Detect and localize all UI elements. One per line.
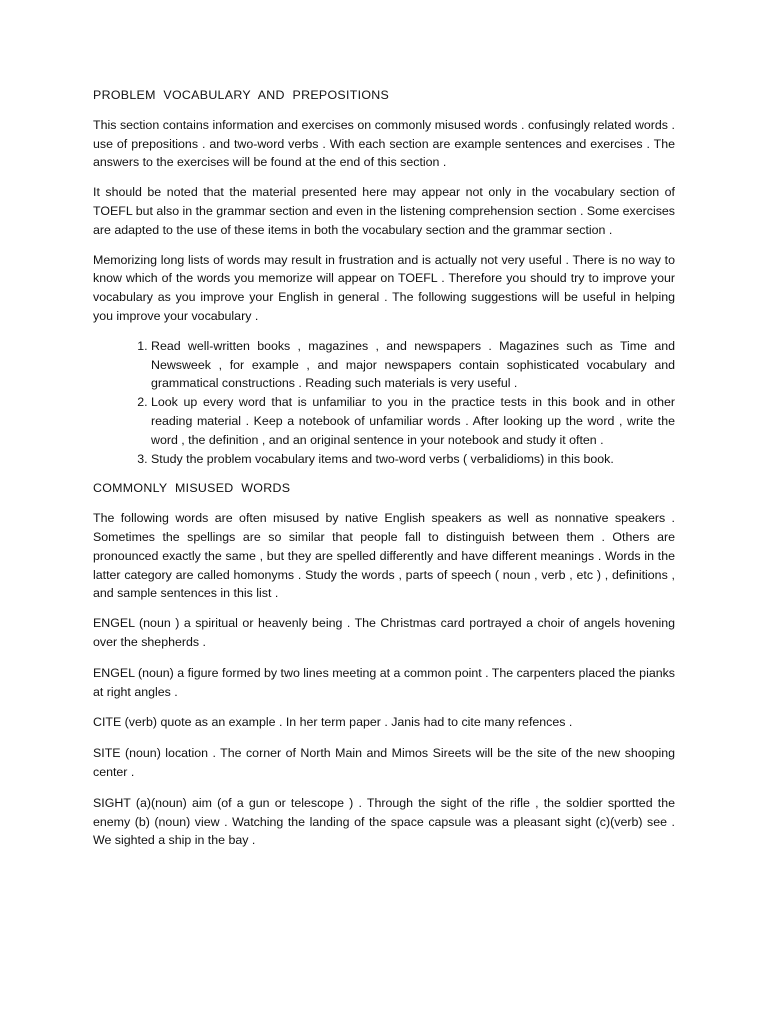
word-entry: ENGEL (noun) a figure formed by two lines meeting at a common point . The carpenters placed the pianks at right angles . xyxy=(93,665,675,699)
word-entry: ENGEL (noun ) a spiritual or heavenly being . The Christmas card portrayed a choir of angels hovening over the shepherds . xyxy=(93,616,675,649)
misused-intro-paragraph: The following words are often misused by native English speakers as well as nonnative speakers . Sometimes the spellings are so similar that people fall to distinguish between them . Others are pronounced exactly the same , but they are spelled differently and have different meanings . Words in the latter category are called homonyms . Study the words , parts of speech ( noun , verb , etc ) , definitions , and sample sentences in this list . xyxy=(93,511,675,601)
list-item: 3. Study the problem vocabulary items and two-word verbs ( verbalidioms) in this book. xyxy=(151,450,675,469)
word-entry: SIGHT (a)(noun) aim (of a gun or telescope ) . Through the sight of the rifle , the soldier sportted the enemy (b) (noun) view . Watching the landing of the space capsule was a pleasant sight (c)(verb) see . We sighted a ship in the bay . xyxy=(93,795,675,848)
memorizing-paragraph: Memorizing long lists of words may result in frustration and is actually not very useful . There is no way to know which of the words you memorize will appear on TOEFL . Therefore you should try to improve your vocabulary as you improve your English in general . The following suggestions will be useful in helping you improve your vocabulary . xyxy=(93,252,675,323)
list-item: 1. Read well-written books , magazines , and newspapers . Magazines such as Time and Newsweek , for example , and major newspapers contain sophisticated vocabulary and grammatical constructions . Reading such materials is very useful . xyxy=(151,337,675,393)
list-item: 2. Look up every word that is unfamiliar to you in the practice tests in this book and in other reading material . Keep a notebook of unfamiliar words . After looking up the word , write the word , the definition , and an original sentence in your notebook and study it often . xyxy=(151,393,675,449)
suggestions-list xyxy=(93,337,675,469)
word-entry: CITE (verb) quote as an example . In her term paper . Janis had to cite many refences . xyxy=(93,715,573,730)
word-entry: SITE (noun) location . The corner of North Main and Mimos Sireets will be the site of the new shooping center . xyxy=(93,746,675,779)
section-heading-problem-vocabulary: PROBLEM VOCABULARY AND PREPOSITIONS xyxy=(93,88,390,102)
intro-paragraph: This section contains information and exercises on commonly misused words . confusingly related words . use of prepositions . and two-word verbs . With each section are example sentences and exercises . The answers to the exercises will be found at the end of this section . xyxy=(93,117,675,170)
section-heading-commonly-misused: COMMONLY MISUSED WORDS xyxy=(93,481,291,496)
toefl-note-paragraph: It should be noted that the material presented here may appear not only in the vocabulary section of TOEFL but also in the grammar section and even in the listening comprehension section . Some exercises are adapted to the use of these items in both the vocabulary section and the grammar section . xyxy=(93,185,675,237)
